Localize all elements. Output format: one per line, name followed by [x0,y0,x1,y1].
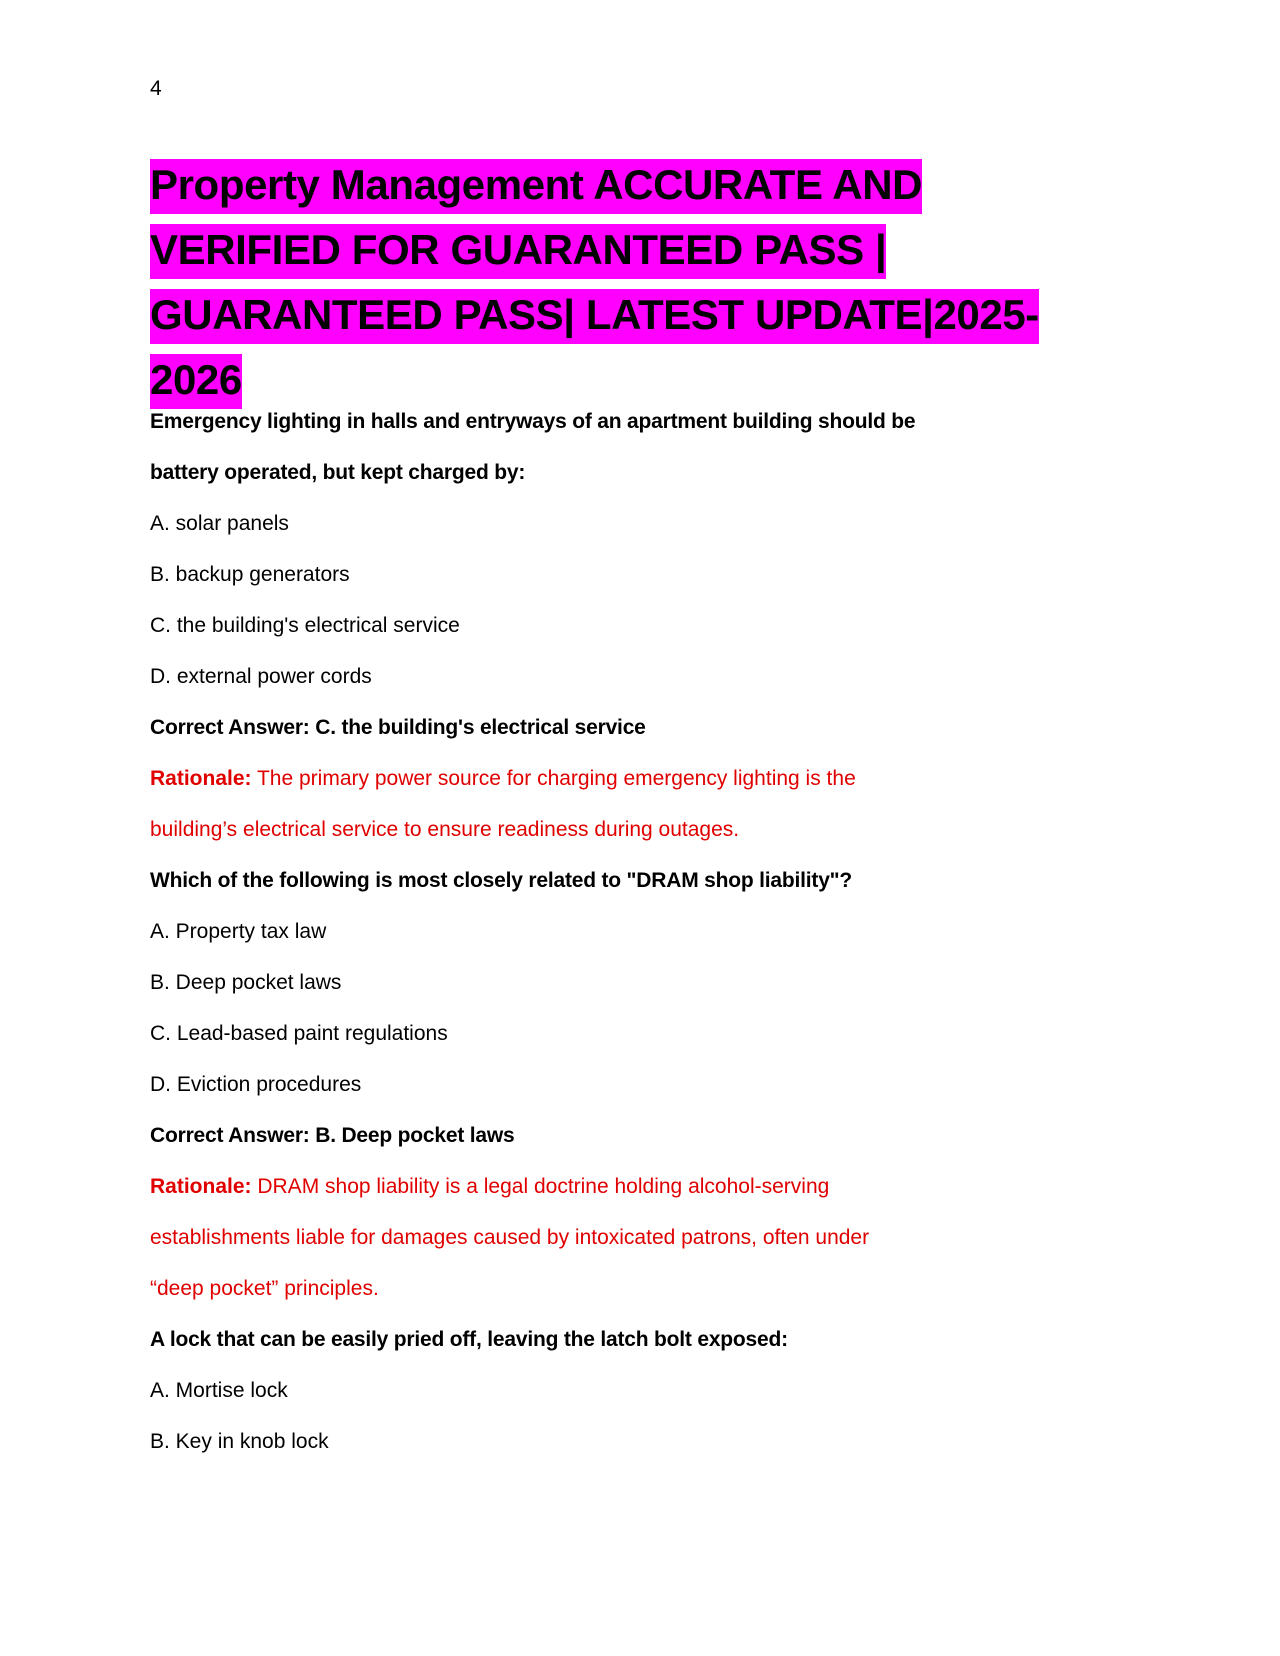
correct-answer: Correct Answer: C. the building's electrical service [150,716,646,739]
title-line: 2026 [150,354,242,409]
answer-option: B. Key in knob lock [150,1430,329,1453]
answer-option: B. Deep pocket laws [150,971,342,994]
rationale-text [150,1173,1010,1224]
rationale-label: Rationale: [150,1175,252,1198]
question-text: Emergency lighting in halls and entryways of an apartment building should be [150,410,916,433]
question-text: Which of the following is most closely related to "DRAM shop liability"? [150,869,853,892]
question-list [150,408,1010,1479]
page-number: 4 [150,77,162,100]
title-line: Property Management ACCURATE AND [150,159,922,214]
question-text: battery operated, but kept charged by: [150,461,526,484]
answer-option: C. Lead-based paint regulations [150,1022,448,1045]
answer-option: D. external power cords [150,665,372,688]
correct-answer: Correct Answer: B. Deep pocket laws [150,1124,515,1147]
rationale-text: establishments liable for damages caused by intoxicated patrons, often under [150,1226,870,1249]
title-line: GUARANTEED PASS| LATEST UPDATE|2025- [150,289,1039,344]
answer-option: A. solar panels [150,512,289,535]
title-line: VERIFIED FOR GUARANTEED PASS | [150,224,886,279]
rationale-text: “deep pocket” principles. [150,1277,379,1300]
answer-option: D. Eviction procedures [150,1073,362,1096]
rationale-text-part: DRAM shop liability is a legal doctrine holding alcohol-serving [251,1175,830,1198]
answer-option: A. Property tax law [150,920,327,943]
rationale-text-part: The primary power source for charging emergency lighting is the [251,767,856,790]
rationale-text [150,765,1010,816]
document-title [150,152,1080,412]
answer-option: A. Mortise lock [150,1379,288,1402]
answer-option: C. the building's electrical service [150,614,460,637]
rationale-text: building’s electrical service to ensure readiness during outages. [150,818,740,841]
rationale-label: Rationale: [150,767,252,790]
answer-option: B. backup generators [150,563,350,586]
question-text: A lock that can be easily pried off, leaving the latch bolt exposed: [150,1328,788,1351]
